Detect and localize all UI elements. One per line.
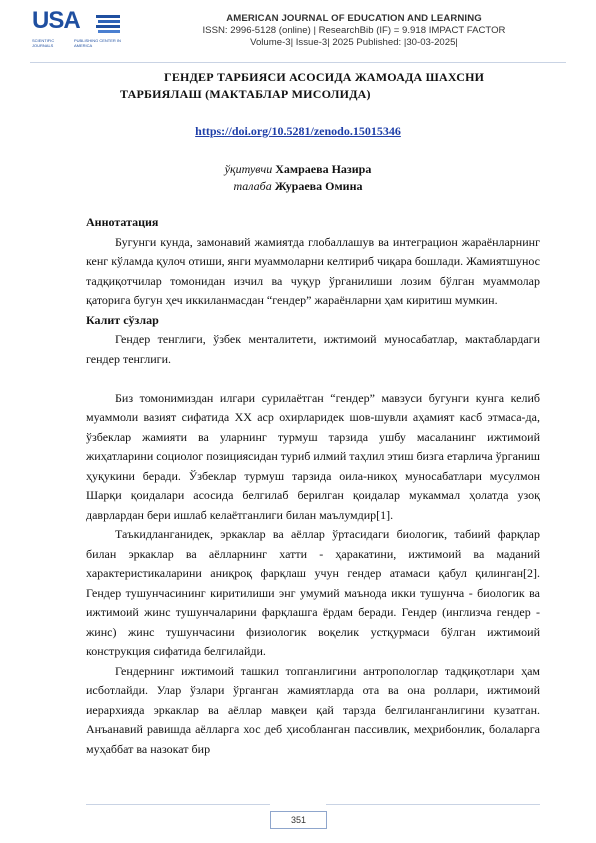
page-number: 351	[270, 811, 327, 829]
section-gap	[86, 369, 540, 389]
volume-line: Volume-3| Issue-3| 2025 Published: |30-03-2025|	[250, 37, 458, 48]
paragraph-2: Таъкидланганидек, эркаклар ва аёллар ўртасидаги биологик, табиий фарқлар билан эркаклар ва аёлларнинг хатти - ҳаракатини, ижтимоий ва маданий характеристикаларини аниқроқ фарқлаш учун гендер атамаси қабул қилинган[2]. Гендер тушунчасининг киритилиши энг умумий маънода икки тушунча - биологик ва ижтимоий жинс тушунчаларини фарқлашга ёрдам беради. Гендер (инглизча гендер - жинс) жинс тушунчасини физиологик воқелик устқурмаси бўлган ижтимоий конструкция сифатида белгилайди.	[86, 527, 540, 658]
paragraph-3: Гендернинг ижтимоий ташкил топганлигини антропологлар тадқиқотлари ҳам исботлайди. Улар ўзлари ўрганган жамиятларда ота ва она роллари, ижтимоий иерархияда эркаклар ва аёллар мавқеи қай тарзда белгиланганлигини кузатган. Анъанавий равишда аёлларга хос деб ҳисобланган пассивлик, меҳрибонлик, болаларга муҳаббат ва назокат бир	[86, 663, 540, 756]
journal-logo	[32, 8, 127, 52]
logo-sub-right: PUBLISHING CENTER IN AMERICA	[74, 38, 121, 48]
author-2	[0, 178, 596, 195]
keywords-text: Гендер тенглиги, ўзбек менталитети, ижтимоий муносабатлар, мактаблардаги гендер тенглиги.	[86, 332, 540, 366]
author-2-name: Жураева Омина	[274, 179, 363, 193]
author-list	[0, 161, 596, 195]
paragraph-1: Биз томонимиздан илгари сурилаётган “гендер” мавзуси бугунги кунга келиб муаммоли вазият сифатида XX аср охирларидек шов-шувли аҳамият касб этмаса-да, ўзбеклар жамияти ва уларнинг турмуш тарзида ушбу масаланинг ижтимоий жиҳатларини социолог позициясидан туриб илмий таҳлил этиш бизга етарлича ўрганиш ҳуқукини беради. Ўзбеклар турмуш тарзида оила-никоҳ муносабатлари мусулмон Шарқи қоидалари асосида белгилаб берилган қоидалар мукаммал ҳолатда узоқ даврлардан бери ишлаб келаётганлиги билан маълумдир[1].	[86, 390, 540, 522]
journal-name: AMERICAN JOURNAL OF EDUCATION AND LEARNING	[226, 13, 482, 24]
journal-header	[0, 0, 596, 62]
author-2-role: талаба	[233, 179, 272, 193]
issn-line: ISSN: 2996-5128 (online) | ResearchBib (IF) = 9.918 IMPACT FACTOR	[202, 25, 506, 36]
logo-wordmark: USA	[32, 7, 80, 34]
logo-sub-left: SCIENTIFIC JOURNALS	[32, 38, 55, 48]
title-line-1: ГЕНДЕР ТАРБИЯСИ АСОСИДА ЖАМОАДА ШАХСНИ	[164, 70, 485, 84]
author-1-name: Хамраева Назира	[275, 162, 372, 176]
title-line-2: ТАРБИЯЛАШ (МАКТАБЛАР МИСОЛИДА)	[120, 87, 371, 101]
abstract-heading: Аннотатация	[86, 215, 159, 229]
footer-rule-right	[326, 804, 540, 805]
author-1	[0, 161, 596, 178]
article-body	[86, 213, 540, 759]
books-icon	[94, 12, 124, 34]
footer-rule-left	[86, 804, 270, 805]
author-1-role: ўқитувчи	[224, 162, 273, 176]
keywords-heading: Калит сўзлар	[86, 312, 159, 327]
logo-subtitle	[32, 38, 127, 48]
article-title	[120, 69, 540, 103]
doi-link[interactable]: https://doi.org/10.5281/zenodo.15015346	[195, 124, 401, 138]
journal-info	[184, 13, 524, 48]
abstract-text: Бугунги кунда, замонавий жамиятда глобаллашув ва интеграцион жараёнларнинг кенг кўламда қулоч отиши, янги муаммоларни келтириб чиқара бошлади. Жамиятшунос тадқиқотчилар томонидан изчил ва чуқур ўрганилиши лозим бўлган муаммолар қаторига бугун ҳеч иккиланмасдан “гендер” жараёнларни ҳам киритиш мумкин.	[86, 234, 540, 307]
header-divider	[30, 62, 566, 63]
